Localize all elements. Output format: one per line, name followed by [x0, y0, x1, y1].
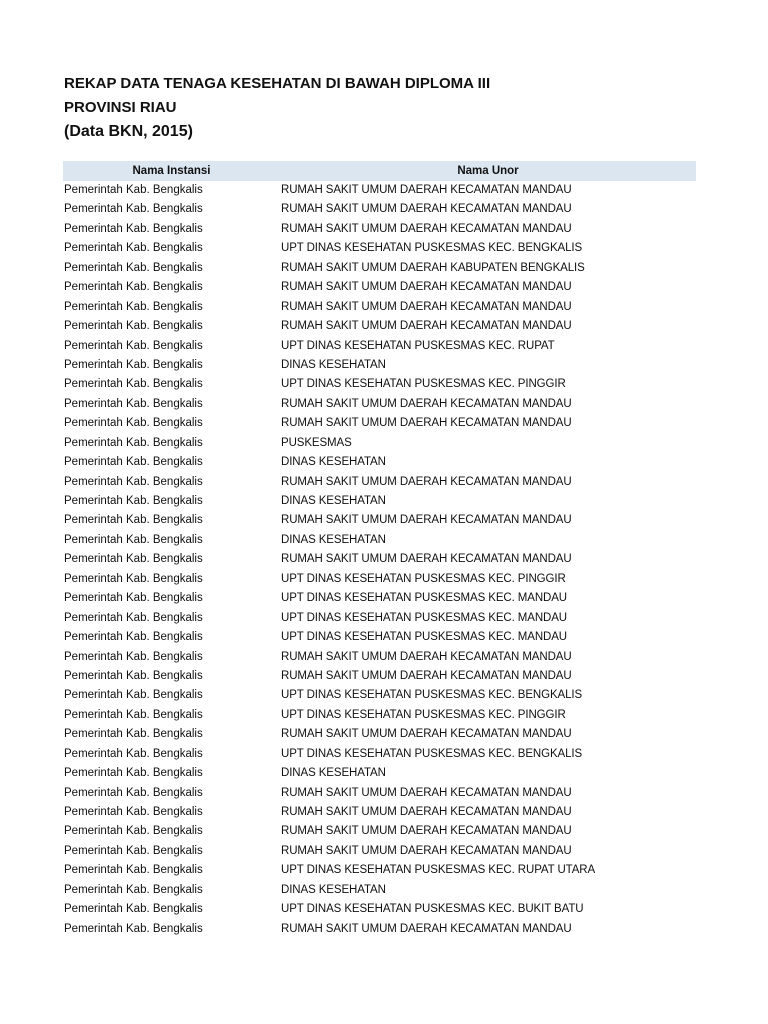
column-header-nama-unor: Nama Unor — [457, 165, 519, 177]
cell-nama-instansi: Pemerintah Kab. Bengkalis — [64, 864, 203, 877]
table-row — [63, 414, 696, 433]
table-row — [63, 803, 696, 822]
table-row — [63, 725, 696, 744]
table-row — [63, 861, 696, 880]
cell-nama-instansi: Pemerintah Kab. Bengkalis — [64, 456, 203, 469]
table-row — [63, 473, 696, 492]
table-row — [63, 920, 696, 939]
table-row — [63, 764, 696, 783]
cell-nama-unor: UPT DINAS KESEHATAN PUSKESMAS KEC. MANDAU — [281, 631, 568, 644]
cell-nama-instansi: Pemerintah Kab. Bengkalis — [64, 844, 203, 857]
table-row — [63, 181, 696, 200]
cell-nama-instansi: Pemerintah Kab. Bengkalis — [64, 747, 203, 760]
cell-nama-instansi: Pemerintah Kab. Bengkalis — [64, 903, 203, 916]
table-row — [63, 900, 696, 919]
document-title: REKAP DATA TENAGA KESEHATAN DI BAWAH DIPLOMA III — [64, 75, 491, 92]
cell-nama-unor: UPT DINAS KESEHATAN PUSKESMAS KEC. BENGKALIS — [281, 747, 583, 760]
cell-nama-unor: UPT DINAS KESEHATAN PUSKESMAS KEC. BUKIT BATU — [281, 903, 584, 916]
table-row — [63, 706, 696, 725]
cell-nama-unor: UPT DINAS KESEHATAN PUSKESMAS KEC. MANDAU — [281, 592, 568, 605]
cell-nama-unor: RUMAH SAKIT UMUM DAERAH KECAMATAN MANDAU — [281, 650, 572, 663]
cell-nama-unor: RUMAH SAKIT UMUM DAERAH KECAMATAN MANDAU — [281, 222, 572, 235]
document-title-block — [64, 72, 490, 144]
cell-nama-instansi: Pemerintah Kab. Bengkalis — [64, 533, 203, 546]
cell-nama-instansi: Pemerintah Kab. Bengkalis — [64, 378, 203, 391]
table-row — [63, 375, 696, 394]
table-row — [63, 317, 696, 336]
table-row — [63, 648, 696, 667]
cell-nama-instansi: Pemerintah Kab. Bengkalis — [64, 281, 203, 294]
cell-nama-instansi: Pemerintah Kab. Bengkalis — [64, 767, 203, 780]
cell-nama-instansi: Pemerintah Kab. Bengkalis — [64, 592, 203, 605]
cell-nama-unor: RUMAH SAKIT UMUM DAERAH KECAMATAN MANDAU — [281, 806, 572, 818]
cell-nama-instansi: Pemerintah Kab. Bengkalis — [64, 475, 203, 488]
cell-nama-unor: RUMAH SAKIT UMUM DAERAH KABUPATEN BENGKALIS — [281, 261, 585, 274]
table-row — [63, 239, 696, 258]
cell-nama-unor: RUMAH SAKIT UMUM DAERAH KECAMATAN MANDAU — [281, 514, 572, 527]
cell-nama-instansi: Pemerintah Kab. Bengkalis — [64, 669, 203, 682]
cell-nama-unor: RUMAH SAKIT UMUM DAERAH KECAMATAN MANDAU — [281, 320, 572, 333]
cell-nama-unor: UPT DINAS KESEHATAN PUSKESMAS KEC. PINGGIR — [281, 708, 566, 721]
table-row — [63, 395, 696, 414]
cell-nama-instansi: Pemerintah Kab. Bengkalis — [64, 572, 203, 585]
cell-nama-unor: UPT DINAS KESEHATAN PUSKESMAS KEC. BENGKALIS — [281, 689, 583, 702]
cell-nama-instansi: Pemerintah Kab. Bengkalis — [64, 728, 203, 741]
cell-nama-unor: DINAS KESEHATAN — [281, 456, 386, 469]
table-row — [63, 550, 696, 569]
table-row — [63, 745, 696, 764]
cell-nama-unor: RUMAH SAKIT UMUM DAERAH KECAMATAN MANDAU — [281, 825, 572, 838]
cell-nama-instansi: Pemerintah Kab. Bengkalis — [64, 708, 203, 721]
cell-nama-unor: UPT DINAS KESEHATAN PUSKESMAS KEC. MANDAU — [281, 611, 568, 624]
table-row — [63, 881, 696, 900]
cell-nama-unor: RUMAH SAKIT UMUM DAERAH KECAMATAN MANDAU — [281, 300, 572, 313]
table-row — [63, 278, 696, 297]
cell-nama-instansi: Pemerintah Kab. Bengkalis — [64, 883, 203, 896]
cell-nama-instansi: Pemerintah Kab. Bengkalis — [64, 242, 203, 255]
table-row — [63, 200, 696, 219]
cell-nama-unor: DINAS KESEHATAN — [281, 883, 386, 896]
cell-nama-instansi: Pemerintah Kab. Bengkalis — [64, 184, 203, 196]
cell-nama-instansi: Pemerintah Kab. Bengkalis — [64, 417, 203, 430]
cell-nama-instansi: Pemerintah Kab. Bengkalis — [64, 553, 203, 566]
table-row — [63, 784, 696, 803]
data-table — [63, 161, 696, 939]
cell-nama-instansi: Pemerintah Kab. Bengkalis — [64, 495, 203, 507]
table-row — [63, 298, 696, 317]
table-row — [63, 220, 696, 239]
cell-nama-unor: RUMAH SAKIT UMUM DAERAH KECAMATAN MANDAU — [281, 475, 572, 488]
table-body — [63, 181, 696, 939]
cell-nama-instansi: Pemerintah Kab. Bengkalis — [64, 222, 203, 235]
table-row — [63, 492, 696, 511]
table-row — [63, 531, 696, 550]
cell-nama-instansi: Pemerintah Kab. Bengkalis — [64, 922, 203, 935]
cell-nama-unor: RUMAH SAKIT UMUM DAERAH KECAMATAN MANDAU — [281, 281, 572, 294]
table-row — [63, 842, 696, 861]
table-row — [63, 570, 696, 589]
cell-nama-instansi: Pemerintah Kab. Bengkalis — [64, 261, 203, 274]
cell-nama-unor: DINAS KESEHATAN — [281, 767, 386, 780]
table-row — [63, 356, 696, 375]
document-province: PROVINSI RIAU — [64, 99, 177, 116]
table-row — [63, 667, 696, 686]
cell-nama-instansi: Pemerintah Kab. Bengkalis — [64, 786, 203, 799]
cell-nama-instansi: Pemerintah Kab. Bengkalis — [64, 631, 203, 644]
cell-nama-instansi: Pemerintah Kab. Bengkalis — [64, 689, 203, 702]
cell-nama-instansi: Pemerintah Kab. Bengkalis — [64, 611, 203, 624]
column-header-nama-instansi: Nama Instansi — [132, 165, 211, 177]
table-row — [63, 589, 696, 608]
cell-nama-instansi: Pemerintah Kab. Bengkalis — [64, 436, 203, 449]
cell-nama-instansi: Pemerintah Kab. Bengkalis — [64, 806, 203, 818]
cell-nama-unor: RUMAH SAKIT UMUM DAERAH KECAMATAN MANDAU — [281, 786, 572, 799]
cell-nama-unor: RUMAH SAKIT UMUM DAERAH KECAMATAN MANDAU — [281, 922, 572, 935]
cell-nama-instansi: Pemerintah Kab. Bengkalis — [64, 397, 203, 410]
cell-nama-unor: DINAS KESEHATAN — [281, 533, 386, 546]
document-source: (Data BKN, 2015) — [64, 123, 193, 140]
cell-nama-unor: RUMAH SAKIT UMUM DAERAH KECAMATAN MANDAU — [281, 417, 572, 430]
table-row — [63, 628, 696, 647]
cell-nama-unor: RUMAH SAKIT UMUM DAERAH KECAMATAN MANDAU — [281, 844, 572, 857]
table-row — [63, 259, 696, 278]
cell-nama-instansi: Pemerintah Kab. Bengkalis — [64, 320, 203, 333]
cell-nama-unor: UPT DINAS KESEHATAN PUSKESMAS KEC. BENGKALIS — [281, 242, 583, 255]
cell-nama-instansi: Pemerintah Kab. Bengkalis — [64, 339, 203, 352]
cell-nama-instansi: Pemerintah Kab. Bengkalis — [64, 825, 203, 838]
cell-nama-instansi: Pemerintah Kab. Bengkalis — [64, 300, 203, 313]
table-row — [63, 434, 696, 453]
cell-nama-unor: UPT DINAS KESEHATAN PUSKESMAS KEC. RUPAT UTARA — [281, 864, 596, 877]
cell-nama-unor: RUMAH SAKIT UMUM DAERAH KECAMATAN MANDAU — [281, 397, 572, 410]
cell-nama-unor: RUMAH SAKIT UMUM DAERAH KECAMATAN MANDAU — [281, 669, 572, 682]
table-row — [63, 822, 696, 841]
cell-nama-unor: RUMAH SAKIT UMUM DAERAH KECAMATAN MANDAU — [281, 203, 572, 216]
table-row — [63, 337, 696, 356]
cell-nama-instansi: Pemerintah Kab. Bengkalis — [64, 203, 203, 216]
table-row — [63, 609, 696, 628]
table-row — [63, 686, 696, 705]
cell-nama-unor: RUMAH SAKIT UMUM DAERAH KECAMATAN MANDAU — [281, 553, 572, 566]
cell-nama-instansi: Pemerintah Kab. Bengkalis — [64, 358, 203, 371]
cell-nama-unor: UPT DINAS KESEHATAN PUSKESMAS KEC. PINGGIR — [281, 572, 566, 585]
cell-nama-instansi: Pemerintah Kab. Bengkalis — [64, 514, 203, 527]
table-header — [63, 161, 696, 181]
table-row — [63, 511, 696, 530]
cell-nama-instansi: Pemerintah Kab. Bengkalis — [64, 650, 203, 663]
table-row — [63, 453, 696, 472]
cell-nama-unor: RUMAH SAKIT UMUM DAERAH KECAMATAN MANDAU — [281, 184, 572, 196]
cell-nama-unor: RUMAH SAKIT UMUM DAERAH KECAMATAN MANDAU — [281, 728, 572, 741]
cell-nama-unor: PUSKESMAS — [281, 436, 352, 449]
cell-nama-unor: DINAS KESEHATAN — [281, 495, 386, 507]
cell-nama-unor: DINAS KESEHATAN — [281, 358, 386, 371]
cell-nama-unor: UPT DINAS KESEHATAN PUSKESMAS KEC. PINGGIR — [281, 378, 566, 391]
cell-nama-unor: UPT DINAS KESEHATAN PUSKESMAS KEC. RUPAT — [281, 339, 555, 352]
